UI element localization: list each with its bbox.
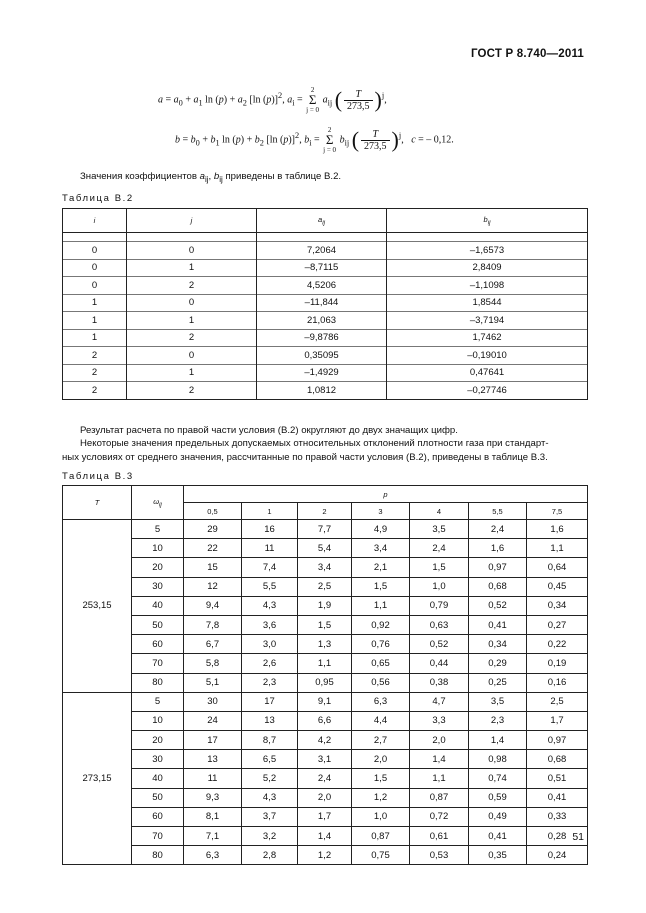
table-row (63, 596, 588, 615)
table-b2-cell: 1 (127, 364, 257, 382)
table-b3-cell: 0,64 (527, 558, 588, 577)
table-b3-cell: 17 (242, 692, 298, 711)
table-b3-cell: 16 (242, 520, 298, 539)
table-b3-cell: 5,4 (298, 539, 352, 558)
table-b2-cell: 0 (127, 347, 257, 365)
table-b2-header-0 (63, 209, 127, 233)
table-b2-cell: 0 (63, 242, 127, 260)
table-b3-cell: 80 (132, 846, 184, 865)
table-row (63, 750, 588, 769)
table-b3-cell: 0,19 (527, 654, 588, 673)
table-b3-cell: 6,3 (352, 692, 410, 711)
table-b3-cell: 29 (184, 520, 242, 539)
table-b3-cell: 6,6 (298, 711, 352, 730)
table-b3-cell: 1,3 (298, 635, 352, 654)
table-b3-cell: 0,97 (469, 558, 527, 577)
table-row (63, 347, 588, 365)
table-b3-cell: 0,61 (410, 827, 469, 846)
table-b2-cell: –0,27746 (387, 382, 588, 400)
table-b3-cell: 2,7 (352, 731, 410, 750)
table-b3-cell: 1,1 (410, 769, 469, 788)
table-b3-cell: 0,72 (410, 807, 469, 826)
table-b3-pressure-value: 5,5 (469, 503, 527, 520)
table-b3-cell: 0,68 (527, 750, 588, 769)
table-b3-cell: 2,0 (352, 750, 410, 769)
table-b3-cell: 4,3 (242, 788, 298, 807)
table-row (63, 846, 588, 865)
table-b2-header-sub: ij (322, 219, 325, 227)
table-row (63, 711, 588, 730)
table-b3-cell: 4,2 (298, 731, 352, 750)
table-b3-pressure-value: 1 (242, 503, 298, 520)
table-b2-cell: 1 (63, 312, 127, 330)
table-b3-cell: 0,87 (352, 827, 410, 846)
table-b3-cell: 1,7 (527, 711, 588, 730)
table-b2-cell: 4,5206 (257, 277, 387, 295)
table-b2-header-symbol: i (93, 216, 96, 225)
table-b3-cell: 22 (184, 539, 242, 558)
table-b3-header-temperature: T (63, 486, 132, 520)
table-b3-cell: 3,1 (298, 750, 352, 769)
table-b3-cell: 9,4 (184, 596, 242, 615)
table-b3-temperature: 273,15 (63, 692, 132, 865)
table-b3-cell: 15 (184, 558, 242, 577)
table-b3-cell: 20 (132, 731, 184, 750)
table-b3-cell: 0,52 (410, 635, 469, 654)
table-b3-cell: 5 (132, 520, 184, 539)
table-b3-cell: 7,1 (184, 827, 242, 846)
table-b2-cell: –11,844 (257, 294, 387, 312)
table-b3-cell: 2,0 (298, 788, 352, 807)
table-b2-cell: 1 (63, 329, 127, 347)
table-b2-caption: Таблица В.2 (62, 193, 134, 204)
table-b3-cell: 1,4 (469, 731, 527, 750)
result-rounding-text: Результат расчета по правой части условия (В.2) округляют до двух значащих цифр. (80, 425, 458, 436)
table-b3-cell: 0,29 (469, 654, 527, 673)
table-b3-cell: 1,1 (298, 654, 352, 673)
formula-b: $b = b_0 + b_1$ $\ln (p) + b_2$ [ln (p)]$^2$, $b_i = 2$ Σ j = 0 $b_{ij}$ ( $\frac{T}{273,5}$ )$^j$, c = – 0,12. (175, 126, 454, 154)
table-b2-header-symbol: b (483, 214, 488, 224)
table-row (63, 692, 588, 711)
table-b2-cell: 21,063 (257, 312, 387, 330)
table-b3-header-pressure: p (184, 486, 588, 503)
table-b3-cell: 0,79 (410, 596, 469, 615)
table-b3-cell: 1,5 (352, 577, 410, 596)
table-b3 (62, 485, 588, 865)
table-b3-cell: 3,4 (352, 539, 410, 558)
table-b3-temperature: 253,15 (63, 520, 132, 693)
table-b3-cell: 2,4 (410, 539, 469, 558)
table-b3-cell: 17 (184, 731, 242, 750)
table-b3-cell: 9,1 (298, 692, 352, 711)
table-b3-cell: 1,5 (352, 769, 410, 788)
table-b3-cell: 50 (132, 615, 184, 634)
table-b3-cell: 2,5 (298, 577, 352, 596)
table-b3-cell: 2,4 (298, 769, 352, 788)
table-b3-cell: 2,1 (352, 558, 410, 577)
table-b3-cell: 0,34 (469, 635, 527, 654)
table-b3-cell: 11 (184, 769, 242, 788)
table-b3-cell: 7,8 (184, 615, 242, 634)
table-b3-cell: 0,53 (410, 846, 469, 865)
table-b3-cell: 30 (184, 692, 242, 711)
table-b2-cell: 0,47641 (387, 364, 588, 382)
table-b3-cell: 0,52 (469, 596, 527, 615)
table-b3-cell: 0,51 (527, 769, 588, 788)
table-b3-cell: 1,1 (352, 596, 410, 615)
table-b3-cell: 2,8 (242, 846, 298, 865)
table-b3-cell: 1,1 (527, 539, 588, 558)
table-b3-cell: 12 (184, 577, 242, 596)
table-b2-cell: 1 (127, 259, 257, 277)
table-b2-cell: 0 (63, 259, 127, 277)
omega-symbol: ω (153, 496, 160, 506)
table-b2-cell: 0,35095 (257, 347, 387, 365)
table-row (63, 242, 588, 260)
table-b3-cell: 0,92 (352, 615, 410, 634)
table-b2-cell: –9,8786 (257, 329, 387, 347)
table-b3-cell: 0,59 (469, 788, 527, 807)
table-b2-cell: 0 (63, 277, 127, 295)
table-b3-cell: 3,4 (298, 558, 352, 577)
table-b3-cell: 1,6 (469, 539, 527, 558)
table-b3-cell: 5,1 (184, 673, 242, 692)
table-b3-cell: 1,5 (410, 558, 469, 577)
table-b3-cell: 24 (184, 711, 242, 730)
omega-sub: ij (159, 501, 162, 509)
table-b3-cell: 0,28 (527, 827, 588, 846)
table-row (63, 539, 588, 558)
table-b3-cell: 8,7 (242, 731, 298, 750)
table-b2-cell: 2 (63, 382, 127, 400)
table-b2-cell: –3,7194 (387, 312, 588, 330)
table-b2-cell: 2 (63, 364, 127, 382)
table-b3-cell: 0,68 (469, 577, 527, 596)
table-b2-header-symbol: a (318, 214, 323, 224)
table-b3-pressure-value: 2 (298, 503, 352, 520)
table-b3-header-omega (132, 486, 184, 520)
table-row (63, 769, 588, 788)
table-b3-pressure-value: 4 (410, 503, 469, 520)
table-b3-cell: 1,2 (298, 846, 352, 865)
table-row (63, 673, 588, 692)
table-b3-cell: 0,98 (469, 750, 527, 769)
table-b3-cell: 0,25 (469, 673, 527, 692)
table-b3-cell: 2,0 (410, 731, 469, 750)
table-row (63, 577, 588, 596)
table-b3-cell: 10 (132, 711, 184, 730)
table-b3-cell: 3,6 (242, 615, 298, 634)
coefficients-intro: Значения коэффициентов $a_{ij}$, $b_{ij}$ приведены в таблице В.2. (80, 171, 342, 184)
table-b3-cell: 0,27 (527, 615, 588, 634)
table-b3-cell: 4,3 (242, 596, 298, 615)
table-b2-cell: 1 (127, 312, 257, 330)
table-b3-cell: 11 (242, 539, 298, 558)
table-row (63, 807, 588, 826)
table-b3-cell: 7,7 (298, 520, 352, 539)
table-b2-header-sub: ij (487, 219, 491, 227)
document-header: ГОСТ Р 8.740—2011 (470, 48, 584, 60)
table-b3-cell: 1,4 (298, 827, 352, 846)
table-b3-cell: 10 (132, 539, 184, 558)
table-b3-cell: 7,4 (242, 558, 298, 577)
table-b3-cell: 1,9 (298, 596, 352, 615)
table-b3-cell: 5 (132, 692, 184, 711)
result-description-text: Некоторые значения предельных допускаемых относительных отклонений плотности газа при стандарт- ных условиях от среднего значения, рассчитанные по правой части условия (В.2), приведены в таблице В.3. (62, 438, 549, 463)
table-b2-cell: 0 (127, 294, 257, 312)
table-b3-cell: 70 (132, 654, 184, 673)
table-b2-header-3 (387, 209, 588, 233)
table-b2-cell: 1,8544 (387, 294, 588, 312)
table-b3-cell: 6,5 (242, 750, 298, 769)
table-row (63, 294, 588, 312)
table-b3-cell: 0,75 (352, 846, 410, 865)
table-row (63, 277, 588, 295)
table-row (63, 654, 588, 673)
page-number: 51 (572, 831, 584, 843)
table-b3-cell: 13 (242, 711, 298, 730)
table-b3-cell: 3,0 (242, 635, 298, 654)
table-b3-cell: 0,76 (352, 635, 410, 654)
table-b3-pressure-value: 0,5 (184, 503, 242, 520)
table-row (63, 259, 588, 277)
table-b3-cell: 0,41 (527, 788, 588, 807)
table-b3-cell: 50 (132, 788, 184, 807)
table-b3-cell: 0,49 (469, 807, 527, 826)
table-row (63, 520, 588, 539)
table-b3-caption: Таблица В.3 (62, 471, 134, 482)
table-b2-cell: 0 (127, 242, 257, 260)
table-row (63, 731, 588, 750)
table-row (63, 329, 588, 347)
table-b2-header-1 (127, 209, 257, 233)
table-b3-cell: 6,7 (184, 635, 242, 654)
table-b3-cell: 0,65 (352, 654, 410, 673)
table-b2-header-symbol: j (190, 216, 193, 225)
table-b2-cell: 1,0812 (257, 382, 387, 400)
table-b3-cell: 2,4 (469, 520, 527, 539)
table-b3-cell: 2,3 (469, 711, 527, 730)
table-row (63, 382, 588, 400)
table-b2-cell: 2 (63, 347, 127, 365)
table-b3-cell: 5,8 (184, 654, 242, 673)
table-row (63, 788, 588, 807)
table-b3-cell: 4,4 (352, 711, 410, 730)
table-b3-cell: 60 (132, 635, 184, 654)
table-b3-cell: 30 (132, 577, 184, 596)
table-b3-cell: 60 (132, 807, 184, 826)
table-b3-cell: 0,24 (527, 846, 588, 865)
table-b2-cell: 2,8409 (387, 259, 588, 277)
table-row (63, 635, 588, 654)
table-row (63, 558, 588, 577)
table-b3-cell: 2,3 (242, 673, 298, 692)
table-b3-cell: 0,97 (527, 731, 588, 750)
table-b2-cell: –1,6573 (387, 242, 588, 260)
table-b3-cell: 0,34 (527, 596, 588, 615)
table-b2-cell: –0,19010 (387, 347, 588, 365)
table-b3-cell: 0,22 (527, 635, 588, 654)
table-b3-cell: 0,38 (410, 673, 469, 692)
table-b3-cell: 13 (184, 750, 242, 769)
table-b3-cell: 40 (132, 596, 184, 615)
table-b3-pressure-value: 7,5 (527, 503, 588, 520)
table-b2-cell: 1 (63, 294, 127, 312)
table-b3-cell: 6,3 (184, 846, 242, 865)
table-b2 (62, 208, 588, 400)
table-b3-cell: 5,2 (242, 769, 298, 788)
table-b3-cell: 9,3 (184, 788, 242, 807)
table-b3-cell: 3,7 (242, 807, 298, 826)
table-b3-cell: 0,87 (410, 788, 469, 807)
table-b2-cell: 2 (127, 329, 257, 347)
table-b3-cell: 1,0 (352, 807, 410, 826)
table-row (63, 827, 588, 846)
table-b3-cell: 1,7 (298, 807, 352, 826)
table-b3-cell: 0,35 (469, 846, 527, 865)
table-b3-cell: 40 (132, 769, 184, 788)
table-row (63, 364, 588, 382)
table-b3-cell: 0,45 (527, 577, 588, 596)
table-b3-cell: 2,5 (527, 692, 588, 711)
table-b3-cell: 0,56 (352, 673, 410, 692)
table-b3-cell: 30 (132, 750, 184, 769)
table-b3-cell: 5,5 (242, 577, 298, 596)
table-b2-cell: 2 (127, 277, 257, 295)
table-b2-cell: –1,4929 (257, 364, 387, 382)
table-b2-cell: –1,1098 (387, 277, 588, 295)
table-b3-cell: 0,44 (410, 654, 469, 673)
table-b3-cell: 1,5 (298, 615, 352, 634)
table-b3-cell: 0,74 (469, 769, 527, 788)
table-b3-cell: 0,63 (410, 615, 469, 634)
table-b3-cell: 3,3 (410, 711, 469, 730)
table-b3-cell: 0,41 (469, 827, 527, 846)
table-b3-cell: 3,2 (242, 827, 298, 846)
table-b3-cell: 4,9 (352, 520, 410, 539)
table-b3-cell: 0,95 (298, 673, 352, 692)
table-b3-cell: 3,5 (410, 520, 469, 539)
table-b3-cell: 2,6 (242, 654, 298, 673)
table-b3-cell: 0,41 (469, 615, 527, 634)
table-b3-cell: 1,4 (410, 750, 469, 769)
table-b2-header-2 (257, 209, 387, 233)
table-b2-cell: 2 (127, 382, 257, 400)
table-b2-cell: 7,2064 (257, 242, 387, 260)
table-b3-pressure-value: 3 (352, 503, 410, 520)
table-b2-cell: 1,7462 (387, 329, 588, 347)
table-b3-cell: 8,1 (184, 807, 242, 826)
table-b3-cell: 1,6 (527, 520, 588, 539)
table-b3-cell: 3,5 (469, 692, 527, 711)
table-b3-cell: 70 (132, 827, 184, 846)
table-b3-cell: 1,0 (410, 577, 469, 596)
table-b3-cell: 1,2 (352, 788, 410, 807)
table-row (63, 615, 588, 634)
table-b3-cell: 20 (132, 558, 184, 577)
table-b3-cell: 0,16 (527, 673, 588, 692)
table-b2-cell: –8,7115 (257, 259, 387, 277)
table-b3-cell: 80 (132, 673, 184, 692)
table-b3-cell: 4,7 (410, 692, 469, 711)
table-row (63, 312, 588, 330)
table-b3-cell: 0,33 (527, 807, 588, 826)
formula-a: $a = a_0 + a_1$ $\ln (p) + a_2$ [ln (p)]$^2$, $a_i = 2$ Σ j = 0 $a_{ij}$ ( $\frac{T}{273,5}$ )$^j$, (158, 86, 387, 114)
